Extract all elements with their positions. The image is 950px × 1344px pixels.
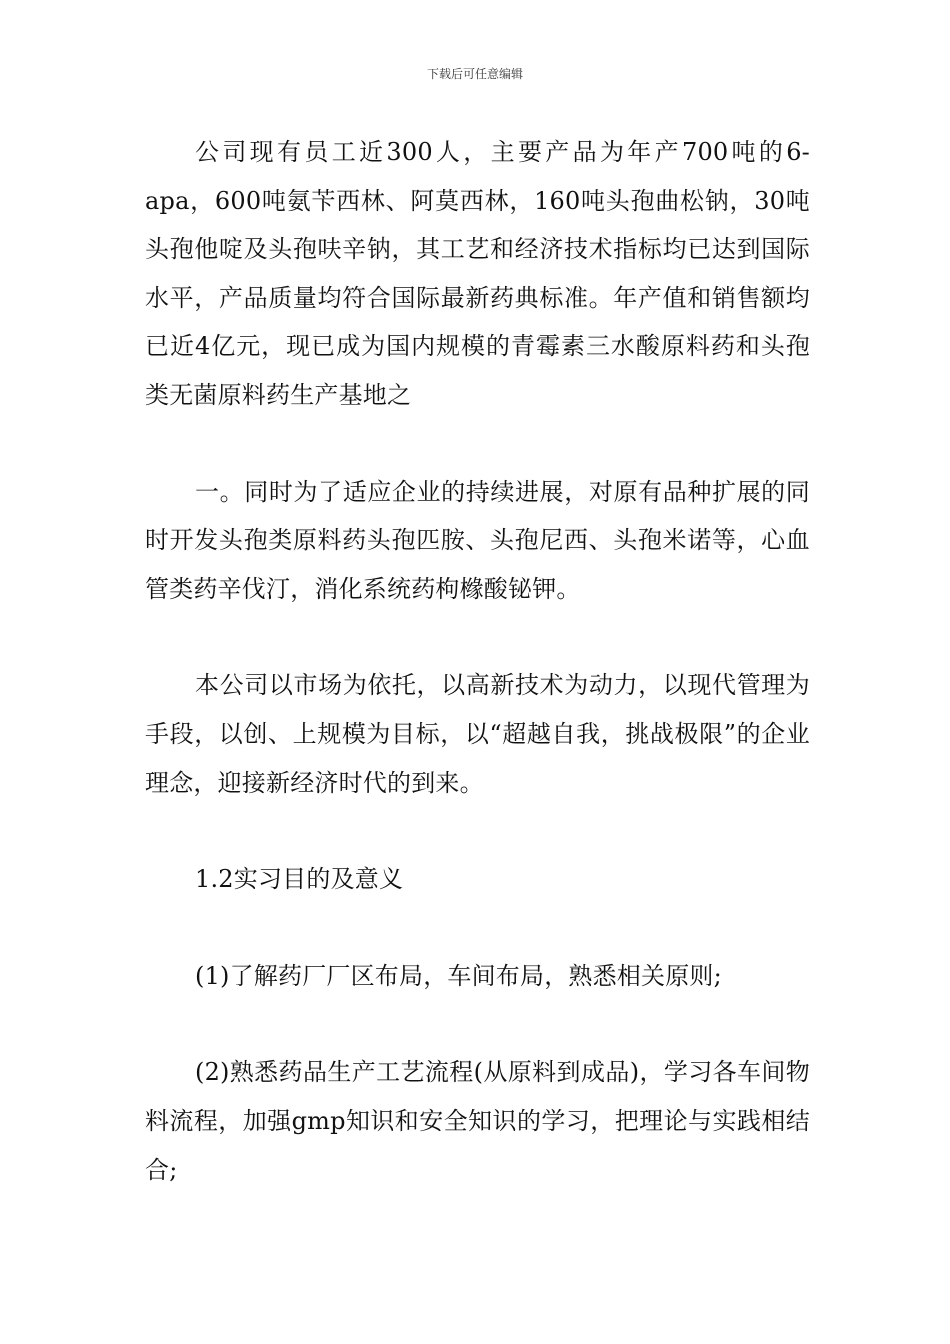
document-body xyxy=(145,128,810,1194)
list-item-purpose-1: (1)了解药厂厂区布局，车间布局，熟悉相关原则; xyxy=(195,961,722,990)
list-item-purpose-2: (2)熟悉药品生产工艺流程(从原料到成品)，学习各车间物料流程，加强gmp知识和安全知识的学习，把理论与实践相结合; xyxy=(145,1058,810,1184)
paragraph-company-philosophy: 本公司以市场为依托，以高新技术为动力，以现代管理为手段，以创、上规模为目标，以“超越自我，挑战极限”的企业理念，迎接新经济时代的到来。 xyxy=(145,671,810,797)
paragraph-product-development: 一。同时为了适应企业的持续进展，对原有品种扩展的同时开发头孢类原料药头孢匹胺、头孢尼西、头孢米诺等，心血管类药辛伐汀，消化系统药枸橼酸铋钾。 xyxy=(145,477,810,603)
page-header-note: 下载后可任意编辑 xyxy=(426,67,523,81)
section-heading-internship-purpose: 1.2实习目的及意义 xyxy=(195,865,404,894)
paragraph-company-overview: 公司现有员工近300人，主要产品为年产700吨的6-apa，600吨氨苄西林、阿莫西林，160吨头孢曲松钠，30吨头孢他啶及头孢呋辛钠，其工艺和经济技术指标均已达到国际水平，产品质量均符合国际最新药典标准。年产值和销售额均已近4亿元，现已成为国内规模的青霉素三水酸原料药和头孢类无菌原料药生产基地之 xyxy=(145,138,810,409)
